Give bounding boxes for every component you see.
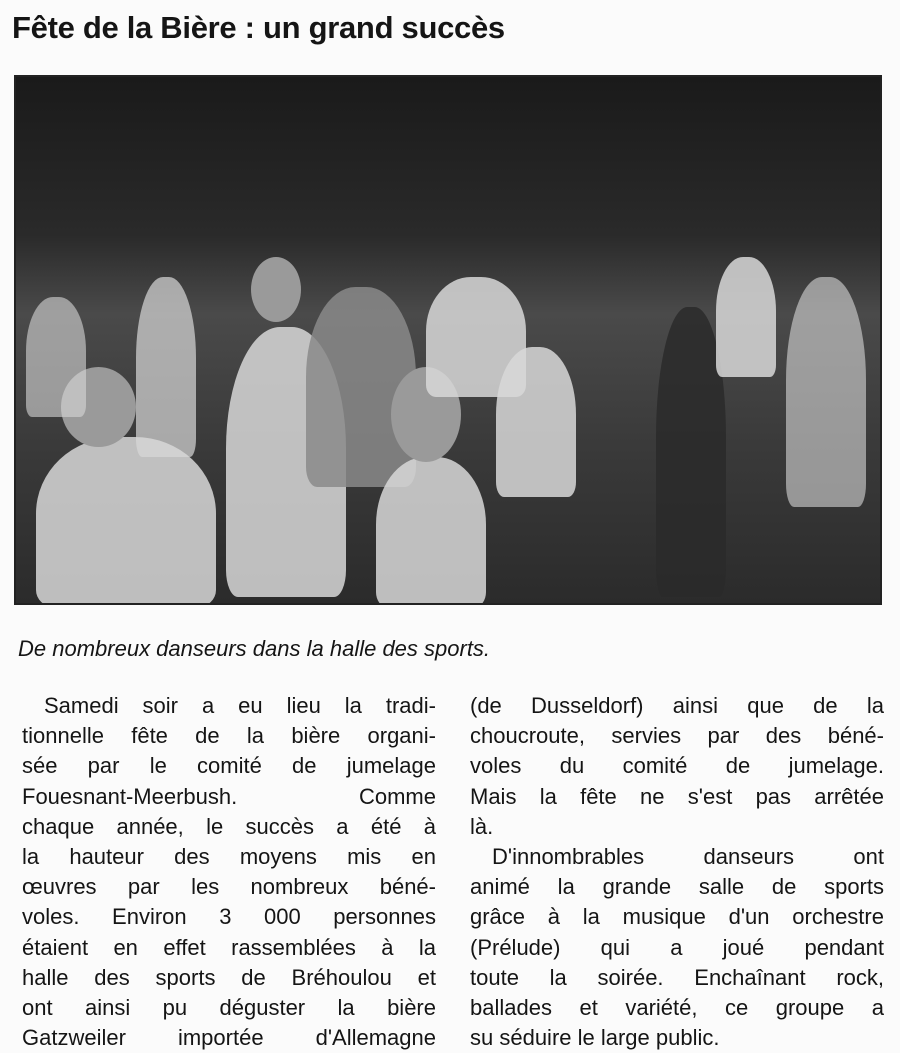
article-title: Fête de la Bière : un grand succès xyxy=(12,10,505,45)
text-line: œuvres par les nombreux béné- xyxy=(22,874,436,900)
text-line: Gatzweiler importée d'Allemagne xyxy=(22,1025,436,1051)
article-photo-dancers xyxy=(14,75,882,605)
text-line: la hauteur des moyens mis en xyxy=(22,844,436,870)
text-line: Mais la fête ne s'est pas arrêtée xyxy=(470,783,884,809)
text-line: choucroute, servies par des béné- xyxy=(470,723,884,749)
photo-caption: De nombreux danseurs dans la halle des sports. xyxy=(18,636,491,661)
article-column-right xyxy=(470,691,884,1053)
text-line: tionnelle fête de la bière organi- xyxy=(22,723,436,749)
text-line: ballades et variété, ce groupe a xyxy=(470,995,884,1021)
text-line: halle des sports de Bréhoulou et xyxy=(22,964,436,990)
text-line: D'innombrables danseurs ont xyxy=(492,844,884,870)
text-line: là. xyxy=(470,813,494,839)
text-line: Fouesnant-Meerbush. Comme xyxy=(22,783,436,809)
article-column-left xyxy=(22,691,436,1053)
text-line: voles du comité de jumelage. xyxy=(470,753,884,779)
text-line: (de Dusseldorf) ainsi que de la xyxy=(470,693,884,718)
text-line: toute la soirée. Enchaînant rock, xyxy=(470,964,884,990)
text-line: (Prélude) qui a joué pendant xyxy=(470,934,884,960)
text-line: grâce à la musique d'un orchestre xyxy=(470,904,884,930)
text-line: chaque année, le succès a été à xyxy=(22,813,436,839)
text-line: su séduire le large public. xyxy=(470,1025,720,1051)
text-line: ont ainsi pu déguster la bière xyxy=(22,995,436,1021)
text-line: étaient en effet rassemblées à la xyxy=(22,934,436,960)
text-line: voles. Environ 3 000 personnes xyxy=(22,904,436,930)
text-line: sée par le comité de jumelage xyxy=(22,753,436,779)
text-line: Samedi soir a eu lieu la tradi- xyxy=(44,693,436,718)
text-line: animé la grande salle de sports xyxy=(470,874,884,900)
